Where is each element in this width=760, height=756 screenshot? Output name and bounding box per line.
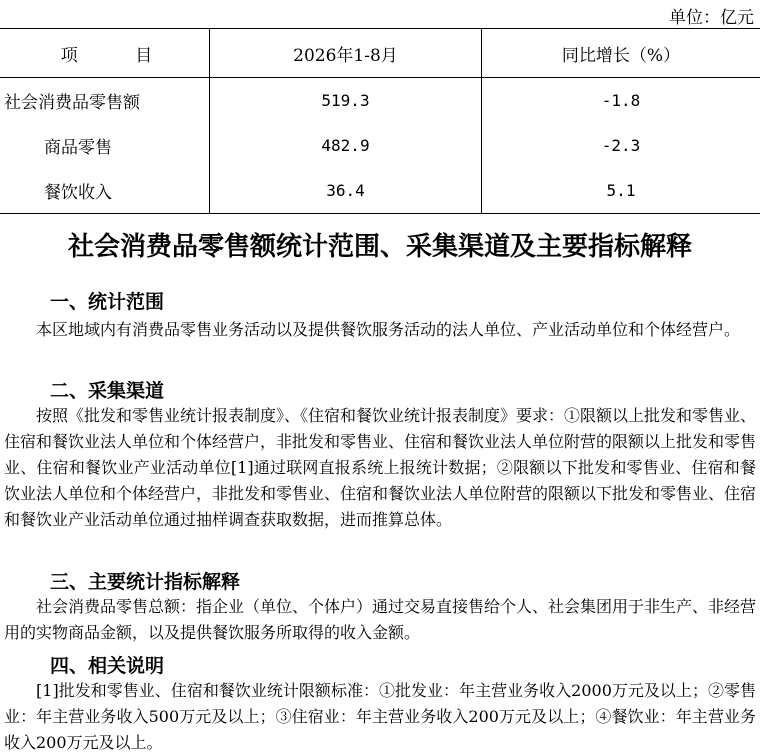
retail-sales-table bbox=[0, 28, 760, 214]
section-text-indicators: 社会消费品零售总额：指企业（单位、个体户）通过交易直接售给个人、社会集团用于非生产、非经营用的实物商品金额，以及提供餐饮服务所取得的收入金额。 bbox=[4, 597, 757, 642]
table-row bbox=[0, 168, 760, 213]
table-row bbox=[0, 123, 760, 168]
section-text-scope: 本区地域内有消费品零售业务活动以及提供餐饮服务活动的法人单位、产业活动单位和个体经营户。 bbox=[4, 320, 741, 339]
column-header-item: 项 目 bbox=[0, 29, 210, 77]
section-text-channels: 按照《批发和零售业统计报表制度》、《住宿和餐饮业统计报表制度》要求：①限额以上批发和零售业、住宿和餐饮业法人单位和个体经营户，非批发和零售业、住宿和餐饮业法人单位附营的限额以上批发和零售业、住宿和餐饮业产业活动单位[1]通过联网直报系统上报统计数据；②限额以下批发和零售业、住宿和餐饮业法人单位和个体经营户，非批发和零售业、住宿和餐饮业法人单位附营的限额以下批发和零售业、住宿和餐饮业产业活动单位通过抽样调查获取数据，进而推算总体。 bbox=[4, 406, 757, 529]
section-heading-notes: 四、相关说明 bbox=[50, 655, 165, 677]
section-heading-channels: 二、采集渠道 bbox=[50, 380, 165, 402]
row-label: 餐饮收入 bbox=[0, 168, 210, 213]
row-growth: -1.8 bbox=[601, 91, 641, 110]
row-growth: 5.1 bbox=[606, 181, 636, 200]
document-title: 社会消费品零售额统计范围、采集渠道及主要指标解释 bbox=[67, 232, 692, 262]
row-label: 商品零售 bbox=[0, 123, 210, 168]
row-growth: -2.3 bbox=[601, 136, 641, 155]
section-text-notes: [1]批发和零售业、住宿和餐饮业统计限额标准：①批发业：年主营业务收入2000万元及以上；②零售业：年主营业务收入500万元及以上；③住宿业：年主营业务收入200万元及以上；④餐饮业：年主营业务收入200万元及以上。 bbox=[4, 681, 756, 752]
row-value: 482.9 bbox=[210, 123, 482, 168]
row-value: 36.4 bbox=[210, 168, 482, 213]
row-label: 社会消费品零售额 bbox=[0, 78, 210, 123]
column-header-growth: 同比增长（%） bbox=[561, 45, 681, 66]
column-header-period: 2026年1-8月 bbox=[210, 29, 482, 77]
row-value: 519.3 bbox=[210, 78, 482, 123]
table-row bbox=[0, 78, 760, 123]
section-heading-indicators: 三、主要统计指标解释 bbox=[50, 571, 241, 593]
section-heading-scope: 一、统计范围 bbox=[50, 291, 165, 313]
unit-label: 单位：亿元 bbox=[669, 8, 754, 28]
table-header-row bbox=[0, 29, 760, 78]
